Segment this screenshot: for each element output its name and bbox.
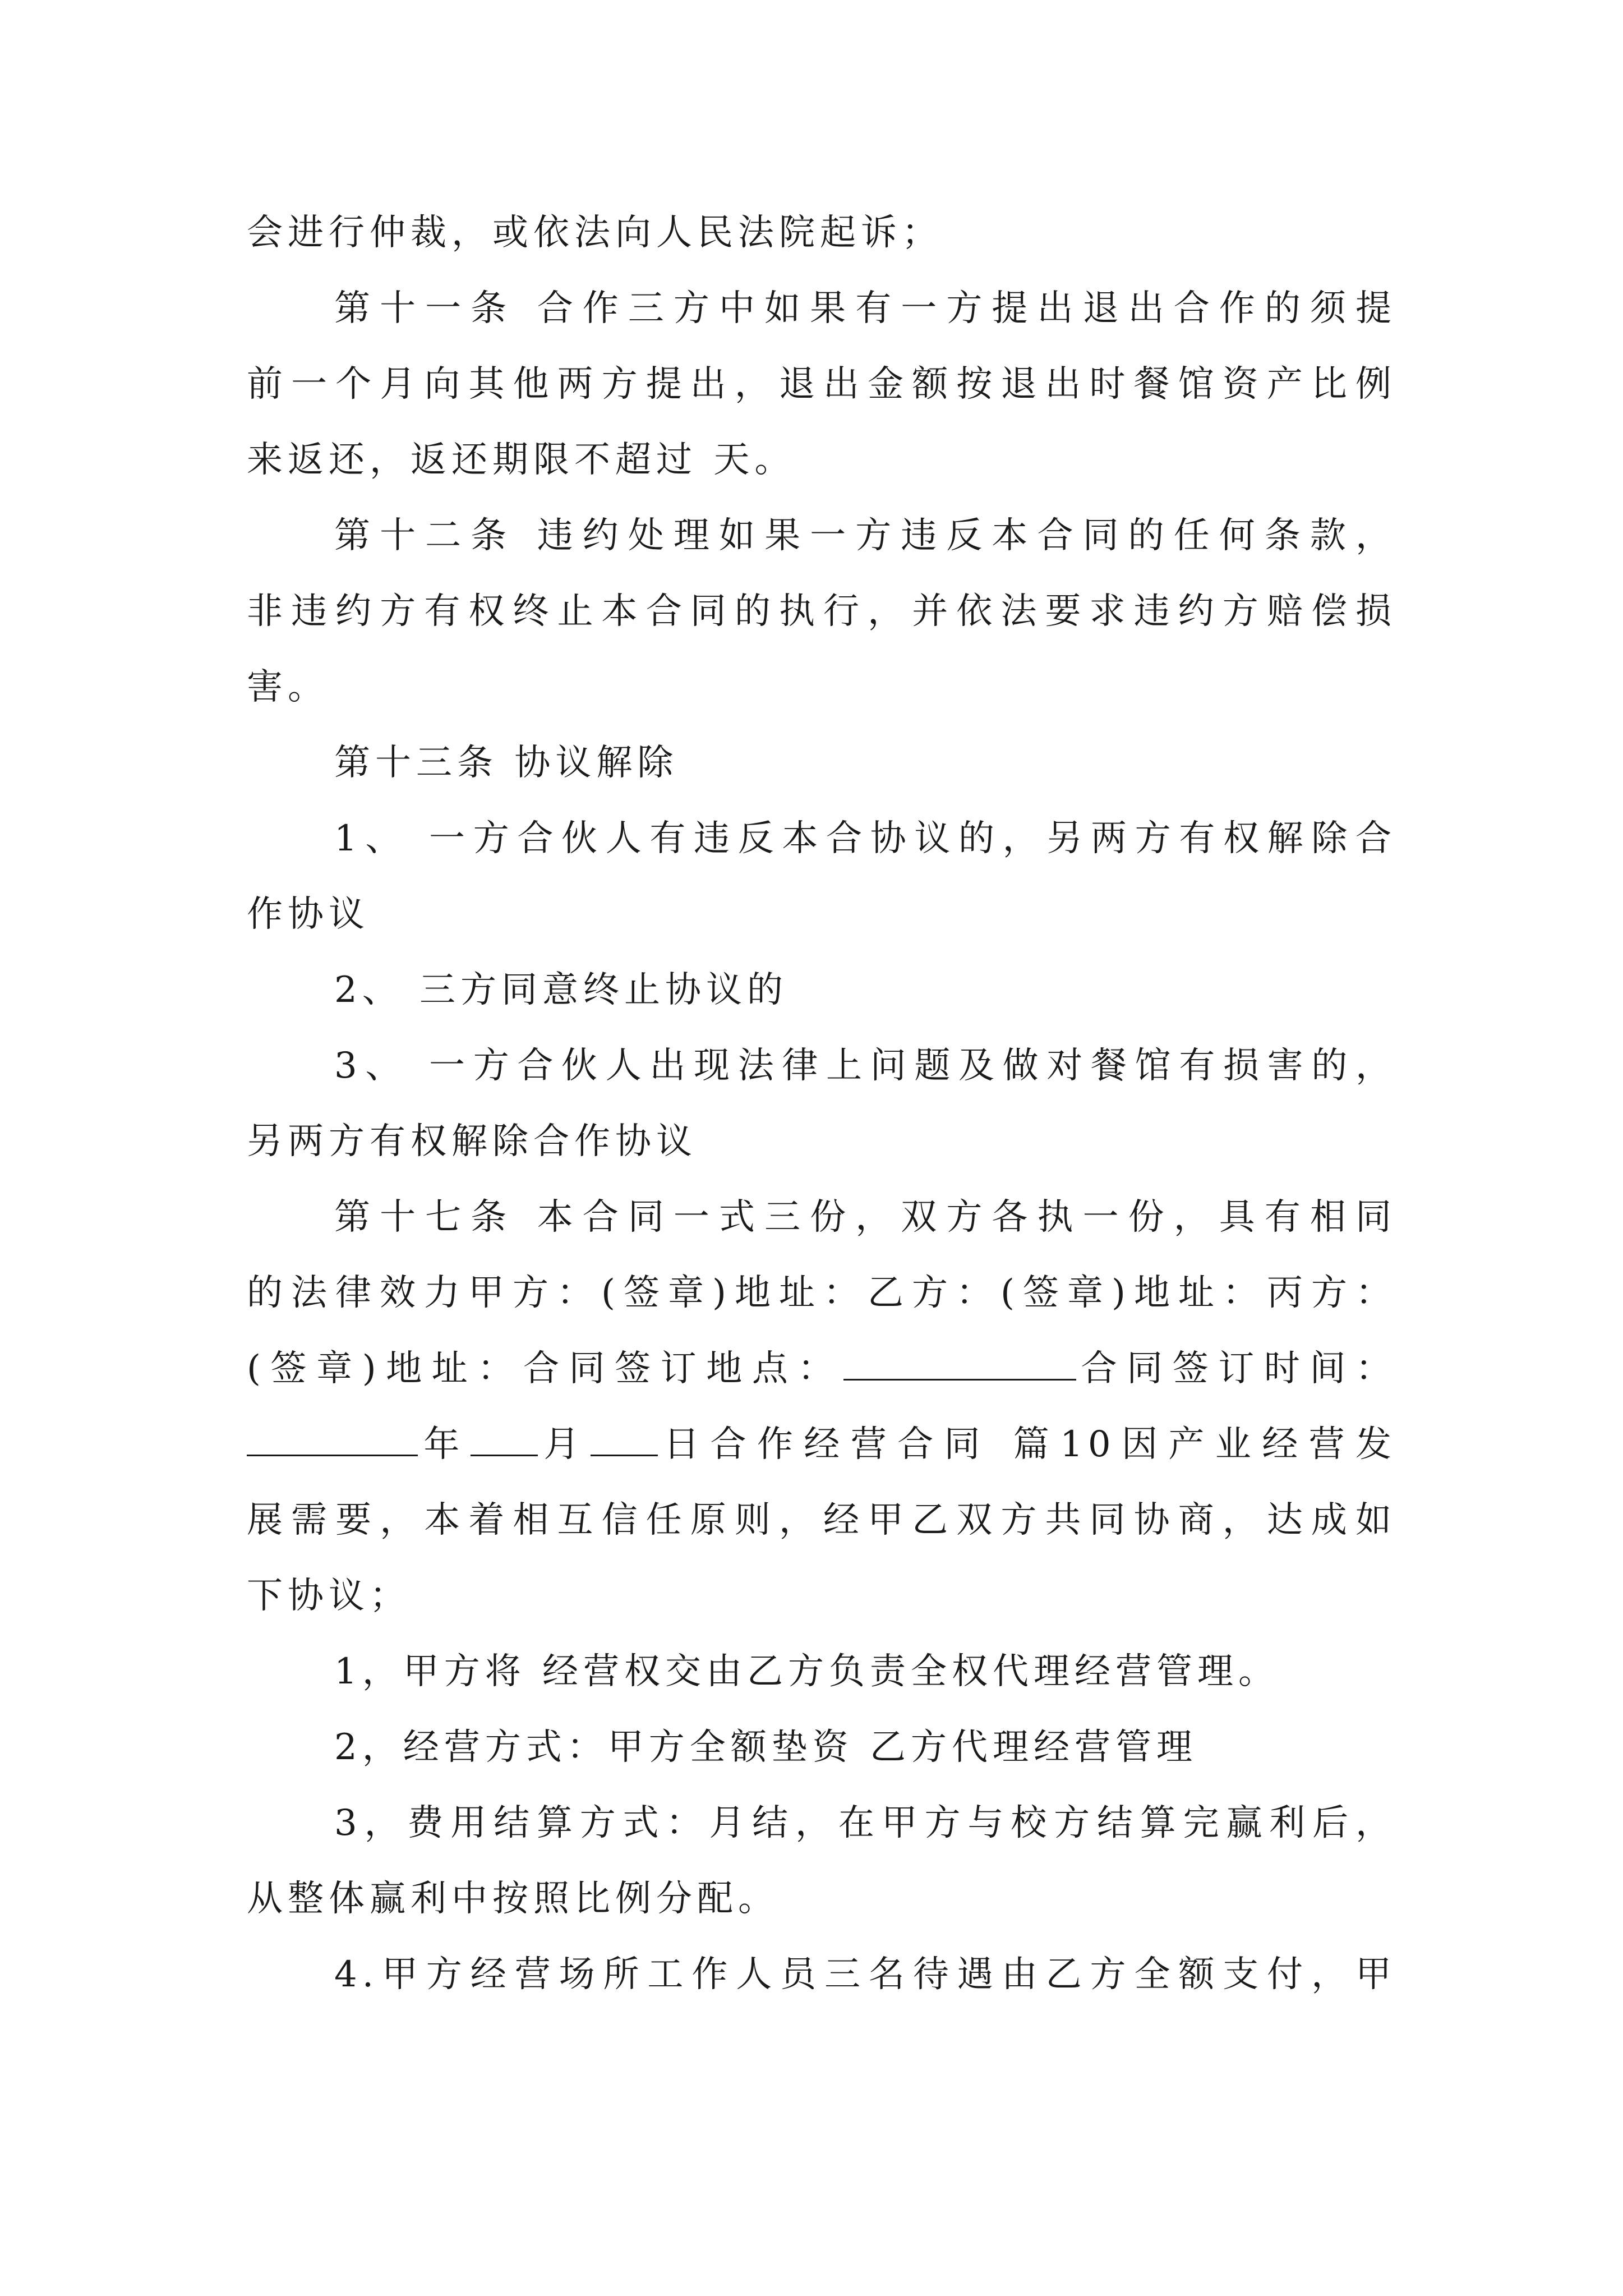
text-line: 会进行仲裁，或依法向人民法院起诉；: [247, 212, 943, 254]
text-line: 第十三条 协议解除: [334, 742, 679, 784]
fill-in-blank: [471, 1422, 538, 1456]
text-line: 2、 三方同意终止协议的: [334, 969, 789, 1011]
text-line: 3，费用结算方式：月结，在甲方与校方结算完赢利后，: [334, 1802, 1396, 1844]
text-line: 第十一条 合作三方中如果有一方提出退出合作的须提: [334, 288, 1396, 329]
line-text: 月: [537, 1424, 591, 1465]
line-text: 年: [418, 1424, 471, 1465]
text-line: 下协议；: [247, 1575, 411, 1617]
fill-in-blank: [843, 1346, 1076, 1381]
text-line: 作协议: [247, 894, 370, 935]
text-line: 非违约方有权终止本合同的执行，并依法要求违约方赔偿损: [247, 591, 1396, 632]
text-line: 2，经营方式：甲方全额垫资 乙方代理经营管理: [334, 1727, 1198, 1768]
line-text: 日合作经营合同 篇10因产业经营发: [657, 1424, 1397, 1465]
text-line: 来返还，返还期限不超过 天。: [247, 439, 796, 481]
fill-in-blank: [591, 1422, 658, 1456]
text-line: 的法律效力甲方：(签章)地址：乙方：(签章)地址：丙方：: [247, 1272, 1396, 1314]
text-line: 1、 一方合伙人有违反本合协议的，另两方有权解除合: [334, 818, 1396, 859]
text-line: 第十七条 本合同一式三份，双方各执一份，具有相同: [334, 1197, 1396, 1238]
text-line: [247, 1343, 1396, 1394]
text-line: 从整体赢利中按照比例分配。: [247, 1878, 779, 1920]
text-line: 展需要，本着相互信任原则，经甲乙双方共同协商，达成如: [247, 1499, 1396, 1541]
text-line: 前一个月向其他两方提出，退出金额按退出时餐馆资产比例: [247, 364, 1396, 405]
text-line: 4.甲方经营场所工作人员三名待遇由乙方全额支付，甲: [334, 1954, 1396, 1995]
text-line: 另两方有权解除合作协议: [247, 1121, 697, 1162]
text-line: 害。: [247, 666, 329, 708]
line-text: 合同签订时间：: [1076, 1348, 1397, 1389]
text-line: 第十二条 违约处理如果一方违反本合同的任何条款，: [334, 515, 1396, 556]
text-line: 1，甲方将 经营权交由乙方负责全权代理经营管理。: [334, 1651, 1280, 1692]
text-line: [247, 1419, 1396, 1470]
fill-in-blank: [247, 1422, 418, 1456]
line-text: (签章)地址：合同签订地点：: [247, 1348, 843, 1389]
text-line: 3、 一方合伙人出现法律上问题及做对餐馆有损害的，: [334, 1045, 1396, 1087]
